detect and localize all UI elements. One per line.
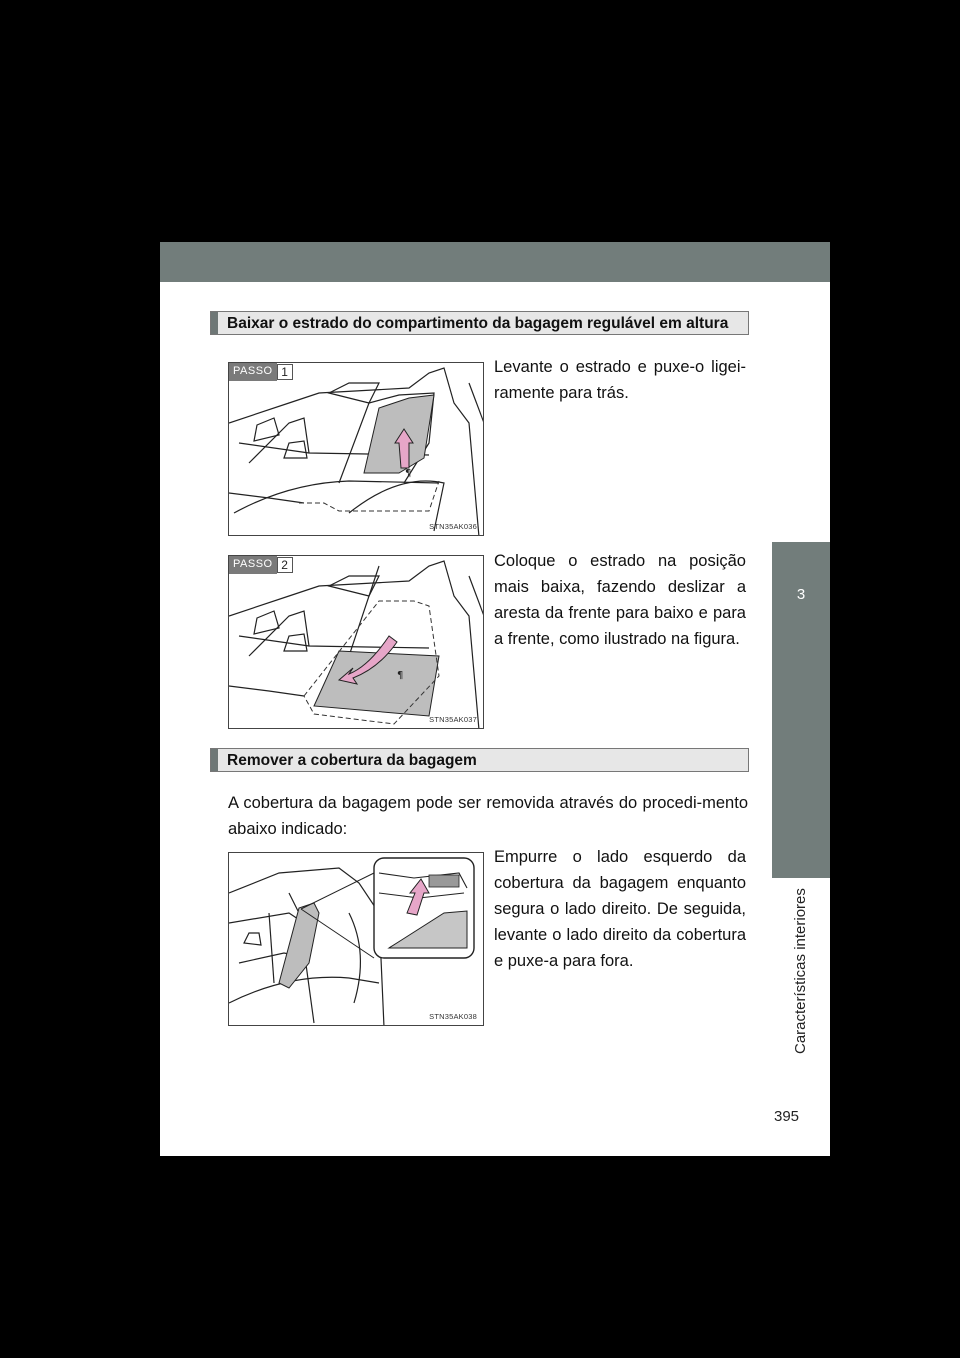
removal-text: Empurre o lado esquerdo da cobertura da bagagem enquanto segura o lado direito. De seguida, levante o lado direito da cobertura e puxe-a para fora.: [494, 848, 746, 970]
trunk-illustration-step-1: [229, 363, 484, 536]
chapter-title: Características interiores: [792, 888, 809, 1054]
trunk-illustration-step-2: [229, 556, 484, 729]
section-title: Baixar o estrado do compartimento da bagagem regulável em altura: [227, 315, 729, 332]
figure-remove-cover: [228, 852, 484, 1026]
section-heading-remove-cover: [210, 748, 749, 772]
cover-removal-illustration: [229, 853, 484, 1026]
figure-code: STN35AK038: [429, 1012, 477, 1021]
chapter-title-vertical: [772, 878, 830, 1178]
figure-code: STN35AK036: [429, 522, 477, 531]
removal-intro: A cobertura da bagagem pode ser removida através do procedi-mento abaixo indicado:: [228, 794, 748, 838]
svg-text:¶: ¶: [397, 670, 404, 681]
step-badge-1: PASSO 1: [229, 363, 293, 381]
step-badge-2: PASSO 2: [229, 556, 293, 574]
section-heading-lower-floor: [210, 311, 749, 335]
step-1-text: Levante o estrado e puxe-o ligei-ramente para trás.: [494, 358, 746, 402]
figure-step-2: [228, 555, 484, 729]
manual-page: [160, 242, 830, 1156]
page-header-bar: [160, 242, 830, 282]
page-number: 395: [774, 1108, 800, 1125]
figure-step-1: [228, 362, 484, 536]
figure-code: STN35AK037: [429, 715, 477, 724]
section-title: Remover a cobertura da bagagem: [227, 752, 477, 769]
svg-text:¶: ¶: [405, 468, 412, 479]
step-2-text: Coloque o estrado na posição mais baixa, fazendo deslizar a aresta da frente para baixo e para a frente, como ilustrado na figura.: [494, 552, 746, 648]
chapter-tab: [772, 542, 830, 878]
chapter-number: 3: [796, 586, 806, 603]
